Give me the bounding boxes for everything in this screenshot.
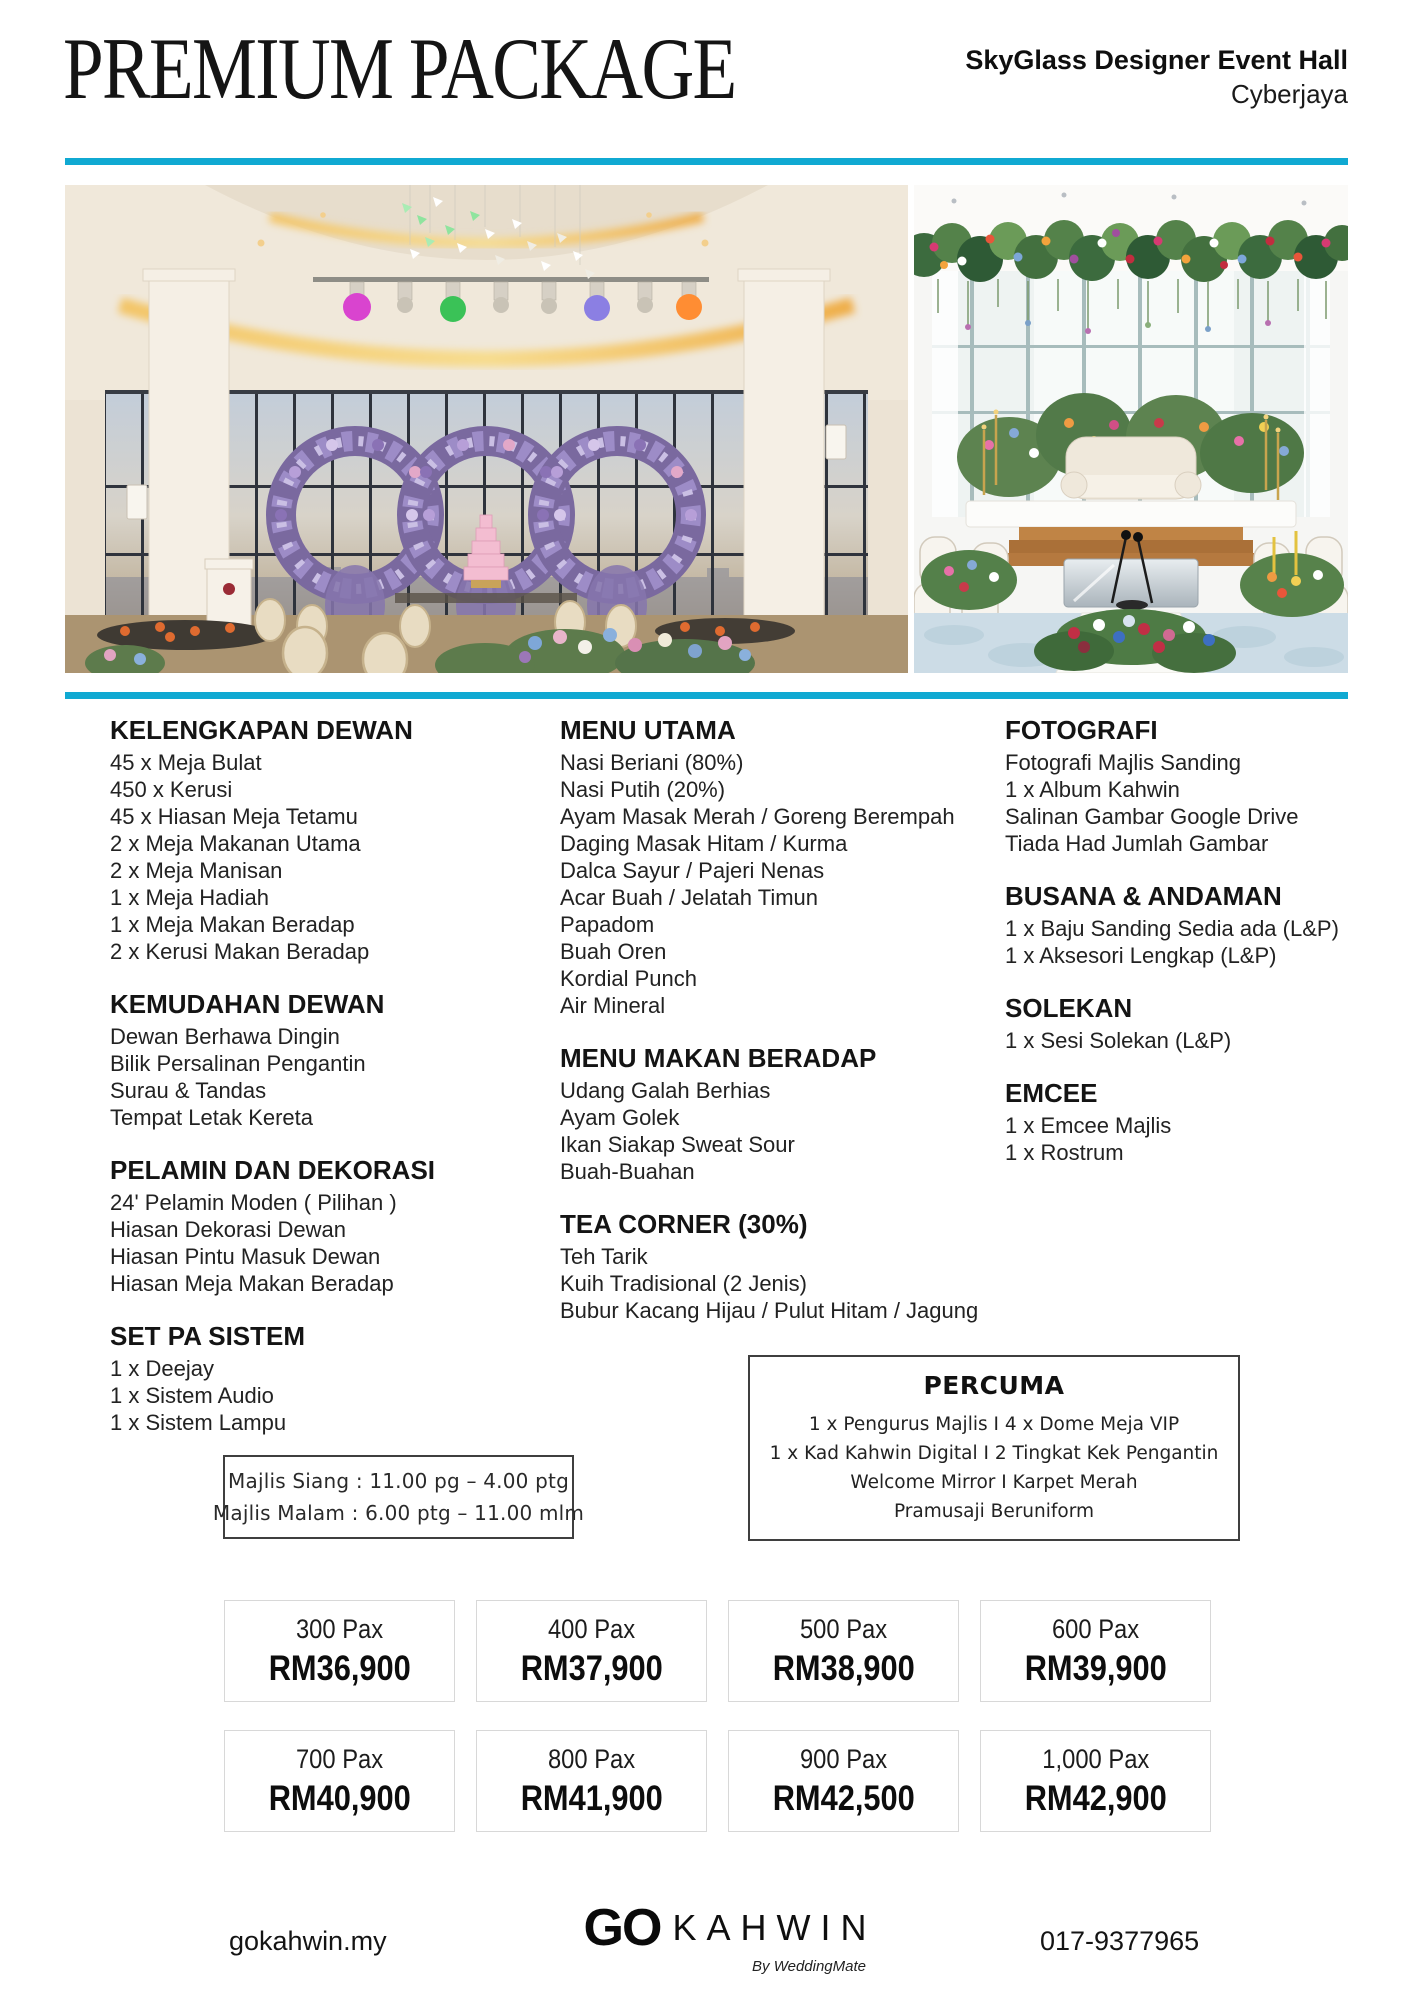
- section-pelamin-dekorasi: [110, 1155, 560, 1297]
- logo-tagline: By WeddingMate: [752, 1958, 866, 1975]
- website-text: gokahwin.my: [229, 1926, 387, 1956]
- section-menu-utama: [560, 715, 1005, 1019]
- list-item: Tempat Letak Kereta: [110, 1105, 314, 1130]
- pax-label: 600 Pax: [1051, 1613, 1140, 1644]
- section-emcee: [1005, 1078, 1360, 1166]
- list-item: Surau & Tandas: [110, 1078, 267, 1103]
- list-item: Daging Masak Hitam / Kurma: [560, 831, 848, 856]
- list-item: Air Mineral: [560, 993, 666, 1018]
- logo-kahwin-text: KAHWIN: [672, 1907, 877, 1948]
- percuma-lines: [750, 1410, 1238, 1526]
- list-item: Tiada Had Jumlah Gambar: [1005, 831, 1269, 856]
- section-fotografi: [1005, 715, 1360, 857]
- percuma-item: Pramusaji Beruniform: [893, 1501, 1095, 1522]
- list-item: 1 x Album Kahwin: [1005, 777, 1180, 802]
- pax-label: 1,000 Pax: [1041, 1743, 1150, 1774]
- section-kelengkapan-dewan: [110, 715, 560, 965]
- percuma-item: Welcome Mirror I Karpet Merah: [850, 1472, 1138, 1493]
- package-details: [110, 715, 1360, 1436]
- list-item: 1 x Aksesori Lengkap (L&P): [1005, 943, 1277, 968]
- section-heading: MENU MAKAN BERADAP: [560, 1043, 877, 1073]
- list-item: 450 x Kerusi: [110, 777, 233, 802]
- gokahwin-logo: [560, 1899, 900, 1975]
- list-item: 1 x Sesi Solekan (L&P): [1005, 1028, 1232, 1053]
- price-box-700: [224, 1730, 455, 1832]
- list-item: Fotografi Majlis Sanding: [1005, 750, 1242, 775]
- page-title: PREMIUM PACKAGE: [63, 21, 736, 118]
- list-item: 1 x Baju Sanding Sedia ada (L&P): [1005, 916, 1339, 941]
- section-menu-beradap: [560, 1043, 1005, 1185]
- section-heading: EMCEE: [1005, 1078, 1098, 1108]
- venue-block: [965, 44, 1348, 110]
- section-heading: TEA CORNER (30%): [560, 1209, 808, 1239]
- list-item: Hiasan Meja Makan Beradap: [110, 1271, 394, 1296]
- section-busana: [1005, 881, 1360, 969]
- list-item: Ayam Masak Merah / Goreng Berempah: [560, 804, 955, 829]
- column-venue: [110, 715, 560, 1436]
- price-value: RM36,900: [268, 1648, 411, 1688]
- price-value: RM39,900: [1024, 1648, 1167, 1688]
- price-box-300: [224, 1600, 455, 1702]
- pax-label: 800 Pax: [547, 1743, 636, 1774]
- list-item: 1 x Meja Hadiah: [110, 885, 269, 910]
- top-divider: [65, 158, 1348, 165]
- list-item: Buah-Buahan: [560, 1159, 695, 1184]
- list-item: 45 x Meja Bulat: [110, 750, 262, 775]
- venue-city: Cyberjaya: [1230, 78, 1348, 109]
- list-item: Hiasan Dekorasi Dewan: [110, 1217, 346, 1242]
- list-item: Kuih Tradisional (2 Jenis): [560, 1271, 808, 1296]
- percuma-item: 1 x Kad Kahwin Digital I 2 Tingkat Kek Pengantin: [769, 1443, 1219, 1464]
- list-item: 1 x Sistem Lampu: [110, 1410, 287, 1435]
- price-value: RM42,500: [772, 1778, 915, 1818]
- section-heading: PELAMIN DAN DEKORASI: [110, 1155, 436, 1185]
- list-item: Nasi Beriani (80%): [560, 750, 744, 775]
- list-item: 2 x Meja Makanan Utama: [110, 831, 361, 856]
- list-item: Ayam Golek: [560, 1105, 680, 1130]
- list-item: Papadom: [560, 912, 655, 937]
- price-value: RM41,900: [520, 1778, 663, 1818]
- price-box-500: [728, 1600, 959, 1702]
- ballroom-photo: [65, 185, 908, 673]
- price-value: RM40,900: [268, 1778, 411, 1818]
- list-item: Buah Oren: [560, 939, 667, 964]
- section-pa-sistem: [110, 1321, 560, 1436]
- section-kemudahan-dewan: [110, 989, 560, 1131]
- price-value: RM37,900: [520, 1648, 663, 1688]
- column-menu: [560, 715, 1005, 1436]
- pax-label: 700 Pax: [295, 1743, 384, 1774]
- price-value: RM42,900: [1024, 1778, 1167, 1818]
- section-heading: SET PA SISTEM: [110, 1321, 306, 1351]
- phone-number: 017-9377965: [1040, 1926, 1200, 1956]
- list-item: Hiasan Pintu Masuk Dewan: [110, 1244, 381, 1269]
- list-item: Bilik Persalinan Pengantin: [110, 1051, 366, 1076]
- section-heading: FOTOGRAFI: [1005, 715, 1158, 745]
- section-tea-corner: [560, 1209, 1005, 1324]
- list-item: Nasi Putih (20%): [560, 777, 726, 802]
- mid-divider: [65, 692, 1348, 699]
- price-box-1000: [980, 1730, 1211, 1832]
- section-solekan: [1005, 993, 1360, 1054]
- list-item: Dewan Berhawa Dingin: [110, 1024, 340, 1049]
- list-item: 2 x Kerusi Makan Beradap: [110, 939, 370, 964]
- list-item: Teh Tarik: [560, 1244, 648, 1269]
- list-item: Acar Buah / Jelatah Timun: [560, 885, 819, 910]
- venue-name: SkyGlass Designer Event Hall: [965, 45, 1348, 75]
- list-item: 45 x Hiasan Meja Tetamu: [110, 804, 358, 829]
- section-heading: MENU UTAMA: [560, 715, 736, 745]
- pax-label: 300 Pax: [295, 1613, 384, 1644]
- column-services: [1005, 715, 1360, 1436]
- schedule-box: [212, 1455, 585, 1539]
- section-heading: KELENGKAPAN DEWAN: [110, 715, 413, 745]
- list-item: 1 x Deejay: [110, 1356, 214, 1381]
- section-heading: SOLEKAN: [1005, 993, 1133, 1023]
- list-item: Salinan Gambar Google Drive: [1005, 804, 1299, 829]
- price-box-400: [476, 1600, 707, 1702]
- list-item: 1 x Rostrum: [1005, 1140, 1124, 1165]
- percuma-box: [748, 1355, 1240, 1541]
- list-item: 1 x Meja Makan Beradap: [110, 912, 355, 937]
- schedule-day: Majlis Siang : 11.00 pg – 4.00 ptg: [228, 1469, 569, 1493]
- list-item: Kordial Punch: [560, 966, 697, 991]
- price-value: RM38,900: [772, 1648, 915, 1688]
- list-item: Ikan Siakap Sweat Sour: [560, 1132, 795, 1157]
- section-heading: BUSANA & ANDAMAN: [1005, 881, 1282, 911]
- list-item: 1 x Sistem Audio: [110, 1383, 274, 1408]
- list-item: 24' Pelamin Moden ( Pilihan ): [110, 1190, 397, 1215]
- pax-label: 500 Pax: [799, 1613, 888, 1644]
- pax-label: 400 Pax: [547, 1613, 636, 1644]
- list-item: 2 x Meja Manisan: [110, 858, 283, 883]
- price-box-800: [476, 1730, 707, 1832]
- list-item: Bubur Kacang Hijau / Pulut Hitam / Jagung: [560, 1298, 979, 1323]
- price-box-900: [728, 1730, 959, 1832]
- price-box-600: [980, 1600, 1211, 1702]
- list-item: 1 x Emcee Majlis: [1005, 1113, 1172, 1138]
- logo-row: [560, 1899, 900, 1957]
- list-item: Udang Galah Berhias: [560, 1078, 771, 1103]
- percuma-item: 1 x Pengurus Majlis I 4 x Dome Meja VIP: [808, 1414, 1180, 1435]
- pelamin-photo: [914, 185, 1348, 673]
- schedule-night: Majlis Malam : 6.00 ptg – 11.00 mlm: [212, 1501, 585, 1525]
- list-item: Dalca Sayur / Pajeri Nenas: [560, 858, 825, 883]
- price-grid: [224, 1600, 1211, 1832]
- logo-go-mark: GO: [583, 1899, 661, 1957]
- section-heading: KEMUDAHAN DEWAN: [110, 989, 385, 1019]
- photo-row: [65, 185, 1348, 673]
- percuma-title: PERCUMA: [923, 1371, 1065, 1400]
- pax-label: 900 Pax: [799, 1743, 888, 1774]
